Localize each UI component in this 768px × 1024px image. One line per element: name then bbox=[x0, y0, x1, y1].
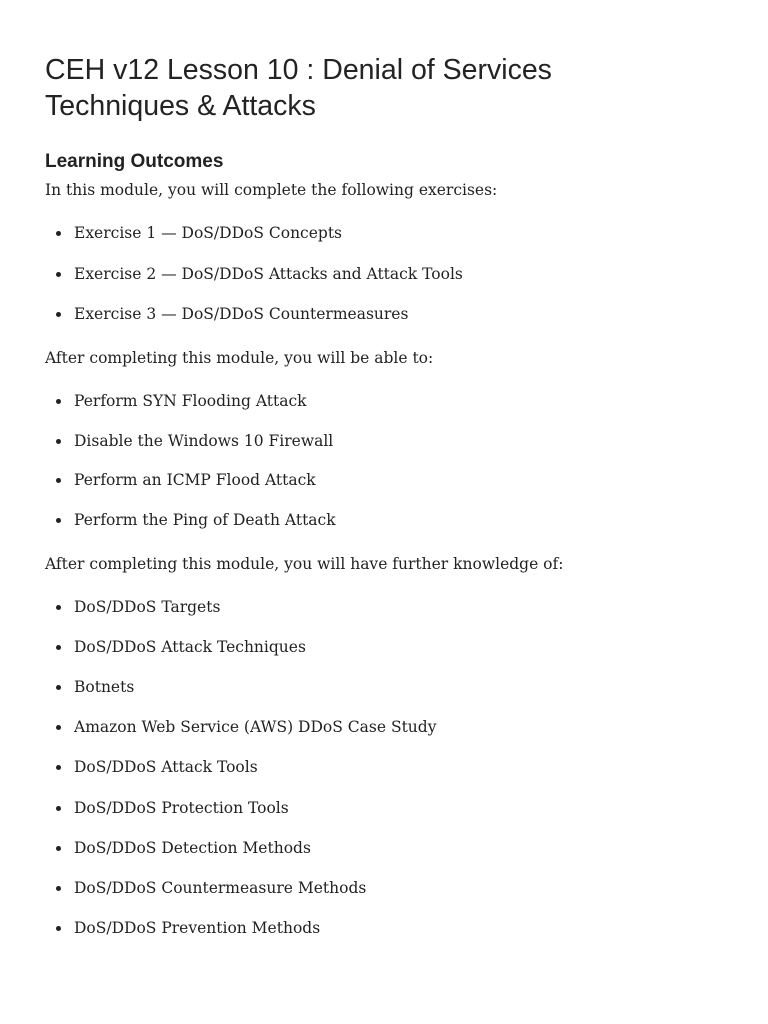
list-item-text: DoS/DDoS Countermeasure Methods bbox=[74, 878, 367, 897]
abilities-list bbox=[45, 391, 735, 530]
exercises-list bbox=[45, 223, 735, 324]
document-page bbox=[45, 52, 735, 938]
list-item bbox=[45, 838, 735, 858]
list-item-text: Amazon Web Service (AWS) DDoS Case Study bbox=[74, 718, 437, 737]
list-item bbox=[45, 677, 735, 697]
page-title bbox=[45, 52, 735, 124]
list-item-text: Botnets bbox=[74, 678, 135, 697]
list-item bbox=[45, 918, 735, 938]
list-item bbox=[45, 264, 735, 284]
bullet-icon bbox=[56, 439, 61, 444]
list-item bbox=[45, 470, 735, 490]
list-item-text: Disable the Windows 10 Firewall bbox=[74, 431, 334, 450]
bullet-icon bbox=[56, 926, 61, 931]
bullet-icon bbox=[56, 846, 61, 851]
list-item-text: Exercise 3 — DoS/DDoS Countermeasures bbox=[74, 305, 409, 323]
bullet-icon bbox=[56, 518, 61, 523]
knowledge-list bbox=[45, 597, 735, 938]
list-item bbox=[45, 798, 735, 818]
title-line-2: Techniques & Attacks bbox=[45, 90, 316, 122]
bullet-icon bbox=[56, 605, 61, 610]
bullet-icon bbox=[56, 272, 61, 277]
list-item bbox=[45, 878, 735, 898]
list-item-text: Perform an ICMP Flood Attack bbox=[74, 471, 316, 490]
bullet-icon bbox=[56, 645, 61, 650]
list-item-text: DoS/DDoS Attack Tools bbox=[74, 758, 258, 777]
bullet-icon bbox=[56, 765, 61, 770]
list-item bbox=[45, 510, 735, 530]
list-item-text: DoS/DDoS Prevention Methods bbox=[74, 918, 321, 937]
list-item-text: Perform the Ping of Death Attack bbox=[74, 511, 336, 530]
list-item-text: Perform SYN Flooding Attack bbox=[74, 392, 307, 410]
list-item-text: Exercise 1 — DoS/DDoS Concepts bbox=[74, 224, 343, 242]
bullet-icon bbox=[56, 312, 61, 317]
list-item-text: DoS/DDoS Targets bbox=[74, 598, 221, 617]
list-item-text: DoS/DDoS Protection Tools bbox=[74, 798, 289, 817]
bullet-icon bbox=[56, 806, 61, 811]
list-item-text: Exercise 2 — DoS/DDoS Attacks and Attack Tools bbox=[74, 264, 463, 283]
list-item-text: DoS/DDoS Detection Methods bbox=[74, 838, 311, 857]
list-item bbox=[45, 223, 735, 243]
list-item bbox=[45, 304, 735, 324]
list-item bbox=[45, 717, 735, 737]
bullet-icon bbox=[56, 231, 61, 236]
bullet-icon bbox=[56, 886, 61, 891]
list-item bbox=[45, 431, 735, 451]
list-item bbox=[45, 757, 735, 777]
title-line-1: CEH v12 Lesson 10 : Denial of Services bbox=[45, 54, 552, 86]
knowledge-intro-text: After completing this module, you will have further knowledge of: bbox=[45, 555, 564, 574]
section-heading-learning-outcomes: Learning Outcomes bbox=[45, 151, 224, 172]
list-item bbox=[45, 391, 735, 411]
bullet-icon bbox=[56, 478, 61, 483]
bullet-icon bbox=[56, 725, 61, 730]
list-item bbox=[45, 597, 735, 617]
abilities-intro-text: After completing this module, you will be able to: bbox=[45, 349, 434, 367]
list-item bbox=[45, 637, 735, 657]
list-item-text: DoS/DDoS Attack Techniques bbox=[74, 638, 306, 657]
bullet-icon bbox=[56, 685, 61, 690]
bullet-icon bbox=[56, 399, 61, 404]
exercises-intro-text: In this module, you will complete the following exercises: bbox=[45, 181, 498, 199]
